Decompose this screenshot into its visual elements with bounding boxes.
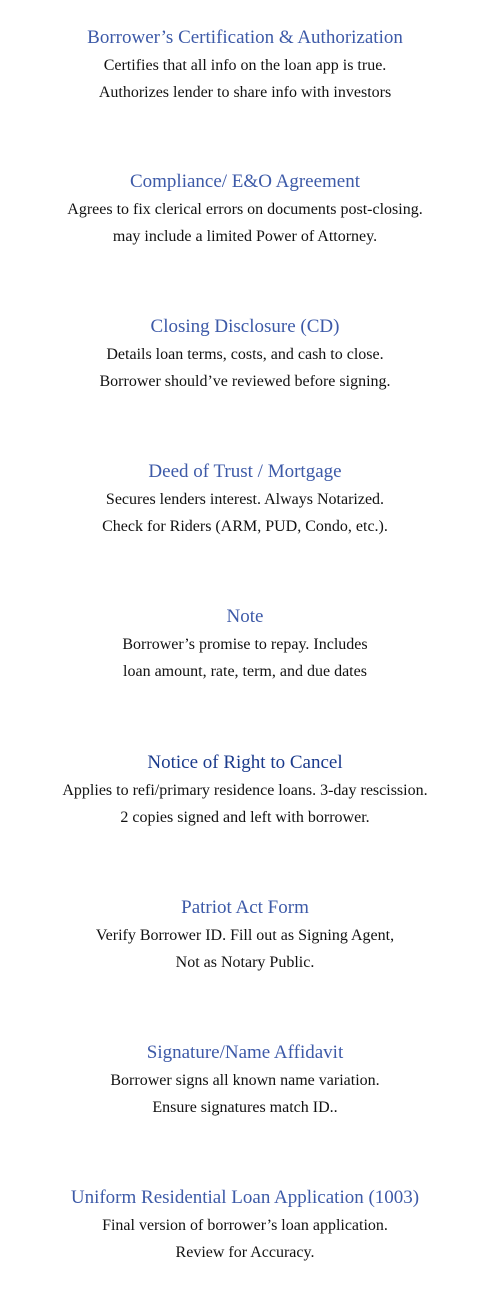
doc-title: Borrower’s Certification & Authorization <box>87 27 403 48</box>
doc-title: Closing Disclosure (CD) <box>150 316 340 337</box>
doc-title: Signature/Name Affidavit <box>146 1042 344 1063</box>
doc-title: Patriot Act Form <box>181 897 309 918</box>
doc-item-closing-disclosure <box>0 315 490 395</box>
doc-description-line: Details loan terms, costs, and cash to close. <box>106 346 384 363</box>
doc-description-line: Agrees to fix clerical errors on documents post-closing. <box>67 201 423 218</box>
doc-title: Deed of Trust / Mortgage <box>148 461 342 482</box>
doc-item-uniform-loan-application <box>0 1186 490 1266</box>
doc-description-line: Secures lenders interest. Always Notarized. <box>105 491 385 508</box>
doc-description-line: Not as Notary Public. <box>175 954 315 971</box>
doc-description-line: loan amount, rate, term, and due dates <box>123 663 367 680</box>
doc-item-note <box>0 605 490 685</box>
doc-description-line: Check for Riders (ARM, PUD, Condo, etc.). <box>102 518 388 535</box>
doc-description-line: Verify Borrower ID. Fill out as Signing Agent, <box>95 927 395 944</box>
doc-title: Notice of Right to Cancel <box>147 752 343 773</box>
doc-description-line: Borrower signs all known name variation. <box>110 1072 380 1089</box>
doc-description-line: Review for Accuracy. <box>175 1244 315 1261</box>
doc-title: Compliance/ E&O Agreement <box>129 171 361 192</box>
doc-item-signature-name-affidavit <box>0 1041 490 1121</box>
doc-description-line: Certifies that all info on the loan app is true. <box>103 57 387 74</box>
doc-description-line: Final version of borrower’s loan application. <box>102 1217 388 1234</box>
doc-item-deed-of-trust <box>0 460 490 540</box>
doc-title: Note <box>226 606 264 627</box>
doc-item-compliance-agreement <box>0 170 490 250</box>
doc-title: Uniform Residential Loan Application (1003) <box>70 1187 420 1208</box>
doc-description-line: Ensure signatures match ID.. <box>152 1099 338 1116</box>
doc-item-patriot-act-form <box>0 896 490 976</box>
doc-description-line: Borrower should’ve reviewed before signing. <box>99 373 391 390</box>
doc-item-borrowers-certification <box>0 26 490 106</box>
doc-item-notice-of-right-to-cancel <box>0 751 490 831</box>
doc-description-line: Authorizes lender to share info with investors <box>98 84 392 101</box>
doc-description-line: may include a limited Power of Attorney. <box>112 228 378 245</box>
doc-description-line: Borrower’s promise to repay. Includes <box>122 636 368 653</box>
doc-description-line: 2 copies signed and left with borrower. <box>120 809 370 826</box>
doc-description-line: Applies to refi/primary residence loans. 3-day rescission. <box>62 782 428 799</box>
